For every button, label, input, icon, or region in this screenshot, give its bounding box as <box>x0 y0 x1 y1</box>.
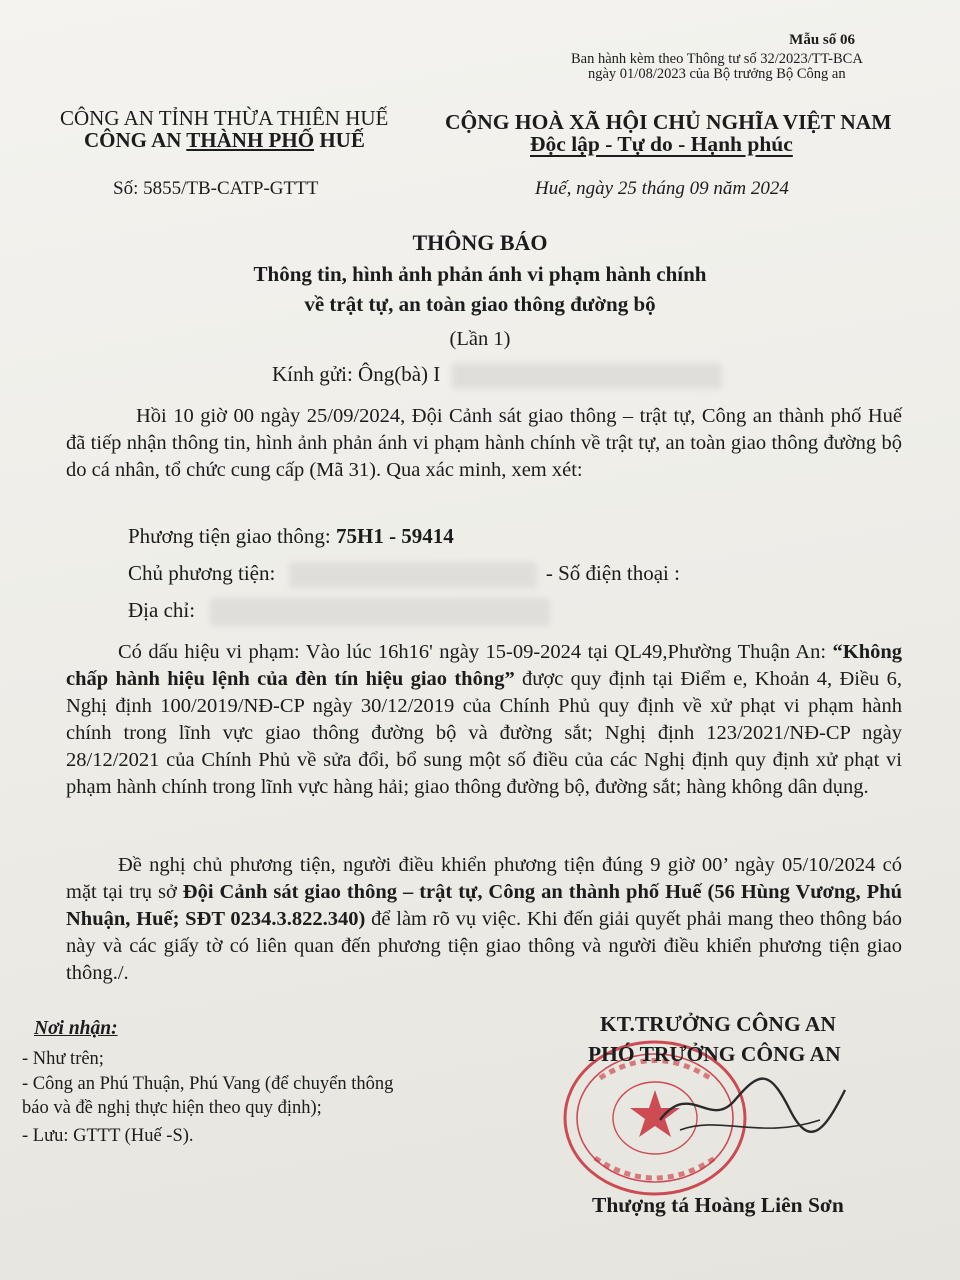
recipients-item: - Công an Phú Thuận, Phú Vang (để chuyển thông <box>22 1074 394 1094</box>
issued-note-line2: ngày 01/08/2023 của Bộ trưởng Bộ Công an <box>588 66 846 82</box>
violation-offense: “Không chấp hành hiệu lệnh của đèn tín hiệu giao thông” <box>66 641 902 690</box>
recipients-item: - Như trên; <box>22 1049 104 1069</box>
signature-title-2: PHÓ TRƯỞNG CÔNG AN <box>588 1042 841 1066</box>
violation-text: Có dấu hiệu vi phạm: Vào lúc 16h16' ngày 15-09-2024 tại QL49,Phường Thuận An: <box>118 641 833 663</box>
issued-note-line1: Ban hành kèm theo Thông tư số 32/2023/TT-BCA <box>571 51 863 67</box>
intro-paragraph: Hồi 10 giờ 00 ngày 25/09/2024, Đội Cảnh sát giao thông – trật tự, Công an thành phố Huế đã tiếp nhận thông tin, hình ảnh phản ánh vi phạm hành chính về trật tự, an toàn giao thông đường bộ do cá nhân, tổ chức cung cấp (Mã 31). Qua xác minh, xem xét: <box>66 405 902 481</box>
request-text: Đề nghị chủ phương tiện, người điều khiển phương tiện đúng 9 giờ 00’ ngày 05/10/2024 có mặt tại trụ sở <box>66 854 902 903</box>
owner-label: Chủ phương tiện: <box>128 561 276 585</box>
agency-name <box>84 128 365 153</box>
place-date: Huế, ngày 25 tháng 09 năm 2024 <box>535 178 789 199</box>
violation-paragraph <box>66 639 902 801</box>
violation-legal-basis: được quy định tại Điểm e, Khoản 4, Điều 6, Nghị định 100/2019/NĐ-CP ngày 30/12/2019 của Chính Phủ quy định về xử phạt vi phạm hành chính trong lĩnh vực giao thông đường bộ và đường sắt; Nghị định 123/2021/NĐ-CP ngày 28/12/2021 của Chính Phủ về sửa đổi, bổ sung một số điều của các Nghị định quy định xử phạt vi phạm hành chính trong lĩnh vực hàng hải; giao thông đường bộ, đường sắt; hàng không dân dụng. <box>66 668 902 798</box>
recipient-line <box>272 362 722 389</box>
document-subtitle-2: về trật tự, an toàn giao thông đường bộ <box>304 292 656 316</box>
notice-round: (Lần 1) <box>449 328 511 350</box>
agency-name-part: CÔNG AN <box>84 128 187 152</box>
recipients-title: Nơi nhận: <box>34 1018 118 1039</box>
address-line <box>128 598 550 626</box>
owner-line <box>128 561 680 588</box>
handwritten-signature <box>650 1060 850 1150</box>
request-instructions: để làm rõ vụ việc. Khi đến giải quyết phải mang theo thông báo này và các giấy tờ có liên quan đến phương tiện giao thông và người điều khiển phương tiện giao thông./. <box>66 908 902 984</box>
agency-name-underlined: THÀNH PHỐ <box>186 128 315 152</box>
document-number: Số: 5855/TB-CATP-GTTT <box>113 178 319 199</box>
national-title: CỘNG HOÀ XÃ HỘI CHỦ NGHĨA VIỆT NAM <box>445 110 892 134</box>
vehicle-label: Phương tiện giao thông: <box>128 524 336 548</box>
form-number: Mẫu số 06 <box>789 32 855 48</box>
redacted-owner-name <box>289 562 537 588</box>
recipients-item: báo và đề nghị thực hiện theo quy định); <box>22 1098 322 1118</box>
request-location: Đội Cảnh sát giao thông – trật tự, Công an thành phố Huế (56 Hùng Vương, Phú Nhuận, Huế; SĐT 0234.3.822.340) <box>66 881 902 930</box>
phone-label: - Số điện thoại : <box>545 561 680 585</box>
signature-title-1: KT.TRƯỞNG CÔNG AN <box>600 1012 836 1036</box>
vehicle-plate: 75H1 - 59414 <box>335 524 454 548</box>
vehicle-line <box>128 524 454 549</box>
request-paragraph <box>66 852 902 987</box>
redacted-address <box>210 598 550 626</box>
document-title: THÔNG BÁO <box>412 230 548 255</box>
recipient-label: Kính gửi: Ông(bà) I <box>272 362 441 386</box>
recipients-item: - Lưu: GTTT (Huế -S). <box>22 1126 194 1146</box>
signer-name: Thượng tá Hoàng Liên Sơn <box>592 1193 844 1217</box>
agency-parent: CÔNG AN TỈNH THỪA THIÊN HUẾ <box>60 106 389 130</box>
address-label: Địa chỉ: <box>128 598 196 622</box>
agency-name-part: HUẾ <box>314 128 365 152</box>
redacted-recipient-name <box>452 363 722 389</box>
document-subtitle-1: Thông tin, hình ảnh phản ánh vi phạm hành chính <box>253 262 707 286</box>
national-motto: Độc lập - Tự do - Hạnh phúc <box>530 132 793 156</box>
